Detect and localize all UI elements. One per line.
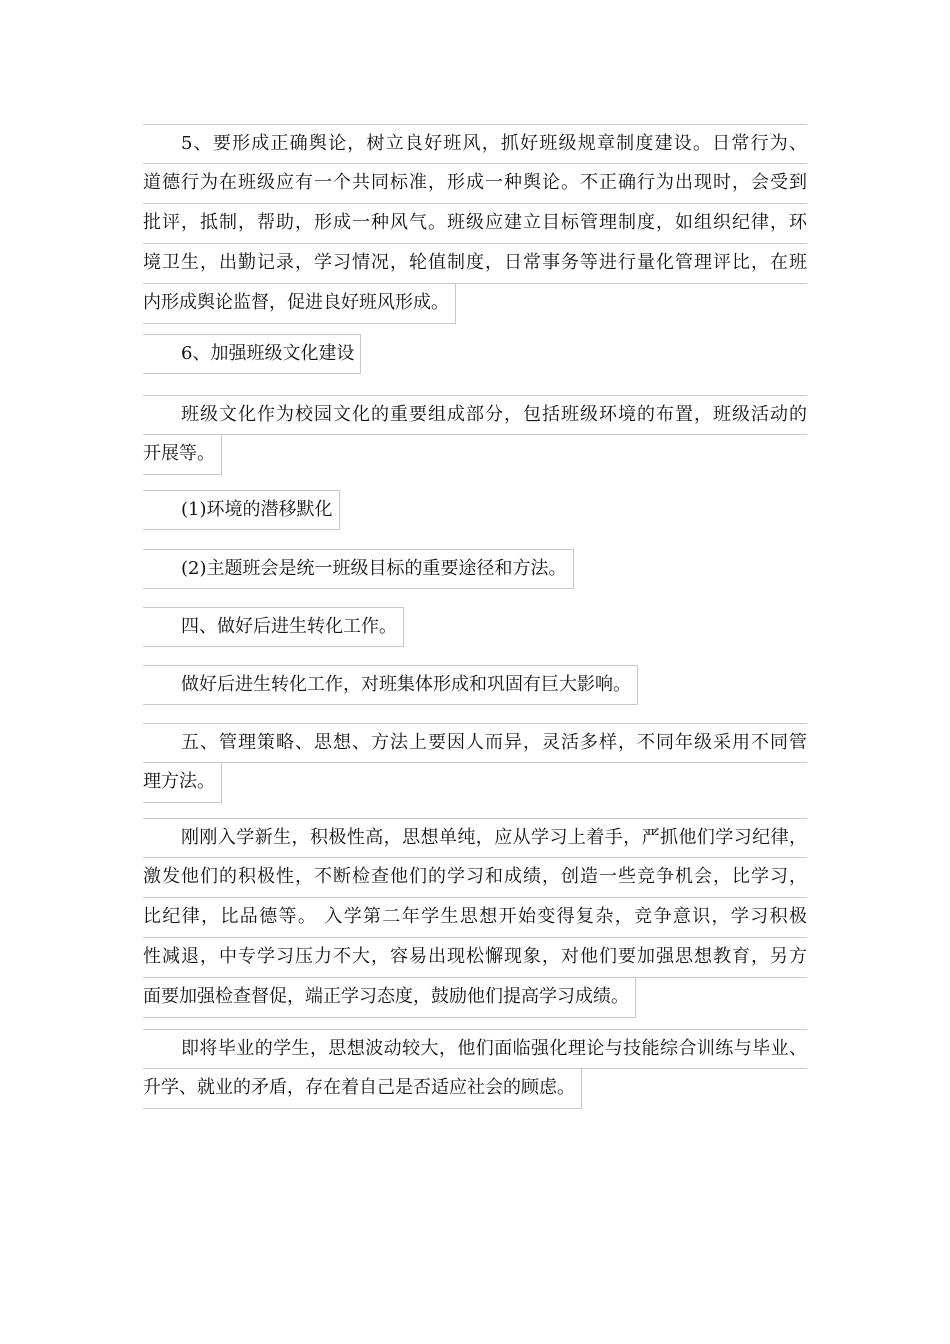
text-line: 四、做好后进生转化工作。 — [143, 607, 404, 647]
heading-class-culture — [143, 334, 807, 378]
text-line: 面要加强检查督促，端正学习态度，鼓励他们提高学习成绩。 — [143, 978, 636, 1018]
paragraph-new-students — [143, 818, 807, 1022]
text-line: 内形成舆论监督，促进良好班风形成。 — [143, 284, 456, 324]
paragraph-section-four — [143, 665, 807, 709]
item-theme-meeting — [143, 549, 807, 593]
paragraph-class-culture — [143, 395, 807, 479]
text-line: 五、管理策略、思想、方法上要因人而异，灵活多样，不同年级采用不同管 — [143, 723, 807, 763]
text-line: 比纪律，比品德等。 入学第二年学生思想开始变得复杂，竞争意识，学习积极 — [143, 898, 807, 938]
text-line: 道德行为在班级应有一个共同标准，形成一种舆论。不正确行为出现时，会受到 — [143, 164, 807, 204]
paragraph-class-rules — [143, 124, 807, 328]
text-line: 升学、就业的矛盾，存在着自己是否适应社会的顾虑。 — [143, 1069, 582, 1109]
text-line: 开展等。 — [143, 435, 222, 475]
text-line: 境卫生，出勤记录，学习情况，轮值制度，日常事务等进行量化管理评比，在班 — [143, 244, 807, 284]
heading-section-five — [143, 723, 807, 807]
text-line: 性减退，中专学习压力不大，容易出现松懈现象，对他们要加强思想教育，另方 — [143, 938, 807, 978]
text-line: 班级文化作为校园文化的重要组成部分，包括班级环境的布置，班级活动的 — [143, 395, 807, 435]
text-line: 理方法。 — [143, 763, 222, 803]
text-line: 刚刚入学新生，积极性高，思想单纯，应从学习上着手，严抓他们学习纪律， — [143, 818, 807, 858]
text-line: (1)环境的潜移默化 — [143, 490, 340, 530]
item-environment — [143, 490, 807, 534]
text-line: 即将毕业的学生，思想波动较大，他们面临强化理论与技能综合训练与毕业、 — [143, 1029, 807, 1069]
heading-section-four — [143, 607, 807, 651]
text-line: 激发他们的积极性，不断检查他们的学习和成绩，创造一些竞争机会，比学习， — [143, 858, 807, 898]
text-line: 批评，抵制，帮助，形成一种风气。班级应建立目标管理制度，如组织纪律，环 — [143, 204, 807, 244]
text-line: 6、加强班级文化建设 — [143, 334, 361, 374]
text-line: 做好后进生转化工作，对班集体形成和巩固有巨大影响。 — [143, 665, 638, 705]
text-line: (2)主题班会是统一班级目标的重要途径和方法。 — [143, 549, 574, 589]
text-line: 5、要形成正确舆论，树立良好班风，抓好班级规章制度建设。日常行为、 — [143, 124, 807, 164]
paragraph-graduating-students — [143, 1029, 807, 1113]
